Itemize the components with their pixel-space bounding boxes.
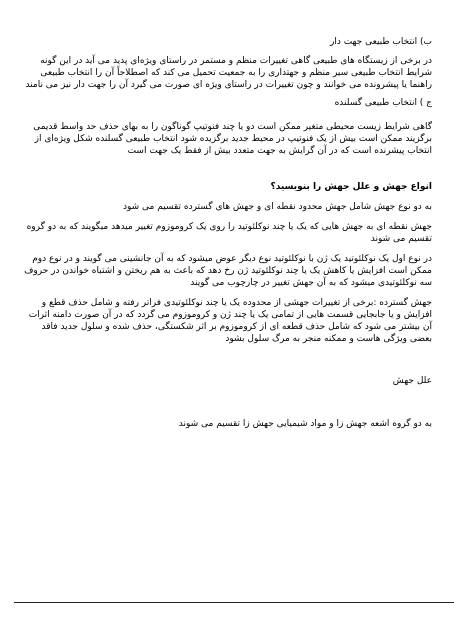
mutation-types-heading: انواع جهش و علل جهش را بنویسید؟ xyxy=(270,182,432,192)
section-b-heading: ب) انتخاب طبیعی جهت دار xyxy=(329,37,432,47)
page-bottom-divider xyxy=(14,602,454,603)
mutation-intro: به دو نوع جهش شامل جهش محدود نقطه ای و جهش های گسترده تقسیم می شود xyxy=(122,202,432,212)
substitution-frameshift-paragraph: در نوع اول یک نوکلئوتید یک ژن با نوکلئوتید نوع دیگر عوض میشود که به آن جانشینی می گویند و در نوع دوم ممکن است افزایش یا کاهش یک یا چند نوکلئوتید ژن رخ دهد که باعث به هم ریختن و اشتباه خواندن در حروف سه نوکلئوتیدی میشود که به آن جهش تغییر در چارچوب می گویند xyxy=(24,254,432,288)
document-body xyxy=(20,36,432,430)
mutation-causes-heading: علل جهش xyxy=(392,376,432,386)
section-c-body: گاهی شرایط زیست محیطی متغیر ممکن است دو یا چند فنوتیپ گوناگون را به بهای حذف حد واسط قدیمی برگزیند ممکن است بیش از یک فنوتیپ در محیط جدید برگزیده شود انتخاب طبیعی گسلنده شکل ویژه‌ای از انتخاب پیشرنده است که در آن گرایش به جهت متعدد بیش از فقط یک جهت است xyxy=(33,122,432,156)
mutation-causes-body: به دو گروه اشعه جهش زا و مواد شیمیایی جهش زا تقسیم می شوند xyxy=(178,419,432,429)
section-c-heading: ج ) انتخاب طبیعی گسلنده xyxy=(334,98,432,108)
section-b-body: در برخی از زیستگاه های طبیعی گاهی تغییرات منظم و مستمر در راستای ویژه‌ای پدید می آید در این گونه شرایط انتخاب طبیعی سیر منظم و جهتداری را به جمعیت تحمیل می کند که اصطلاحاً آن را انتخاب طبیعی راهنما یا پیشرونده می خوانند و چون تغییرات در راستای ویژه ای صورت می گیرد آن را جهت دار نیز می نامند xyxy=(25,56,432,90)
extensive-mutation-paragraph: جهش گسترده :برخی از تغییرات جهشی از محدوده یک یا چند نوکلئوتیدی فراتر رفته و شامل حذف قطع و افزایش و یا جابجایی قسمت هایی از تمامی یک یا چند ژن و کروموزوم می گردد که در آن صورت دامنه اثرات آن بیشتر می شود که شامل حذف قطعه ای از کروموزوم بر اثر شکستگی، حذف شده و سلول جدید فاقد بعضی ویژگی هاست و ممکنه منجر به مرگ سلول بشود xyxy=(28,298,432,344)
point-mutation-paragraph: جهش نقطه ای به جهش هایی که یک یا چند نوکلئوتید را روی یک کروموزوم تغییر میدهد میگویند که به دو گروه تقسیم می شوند xyxy=(26,222,432,244)
